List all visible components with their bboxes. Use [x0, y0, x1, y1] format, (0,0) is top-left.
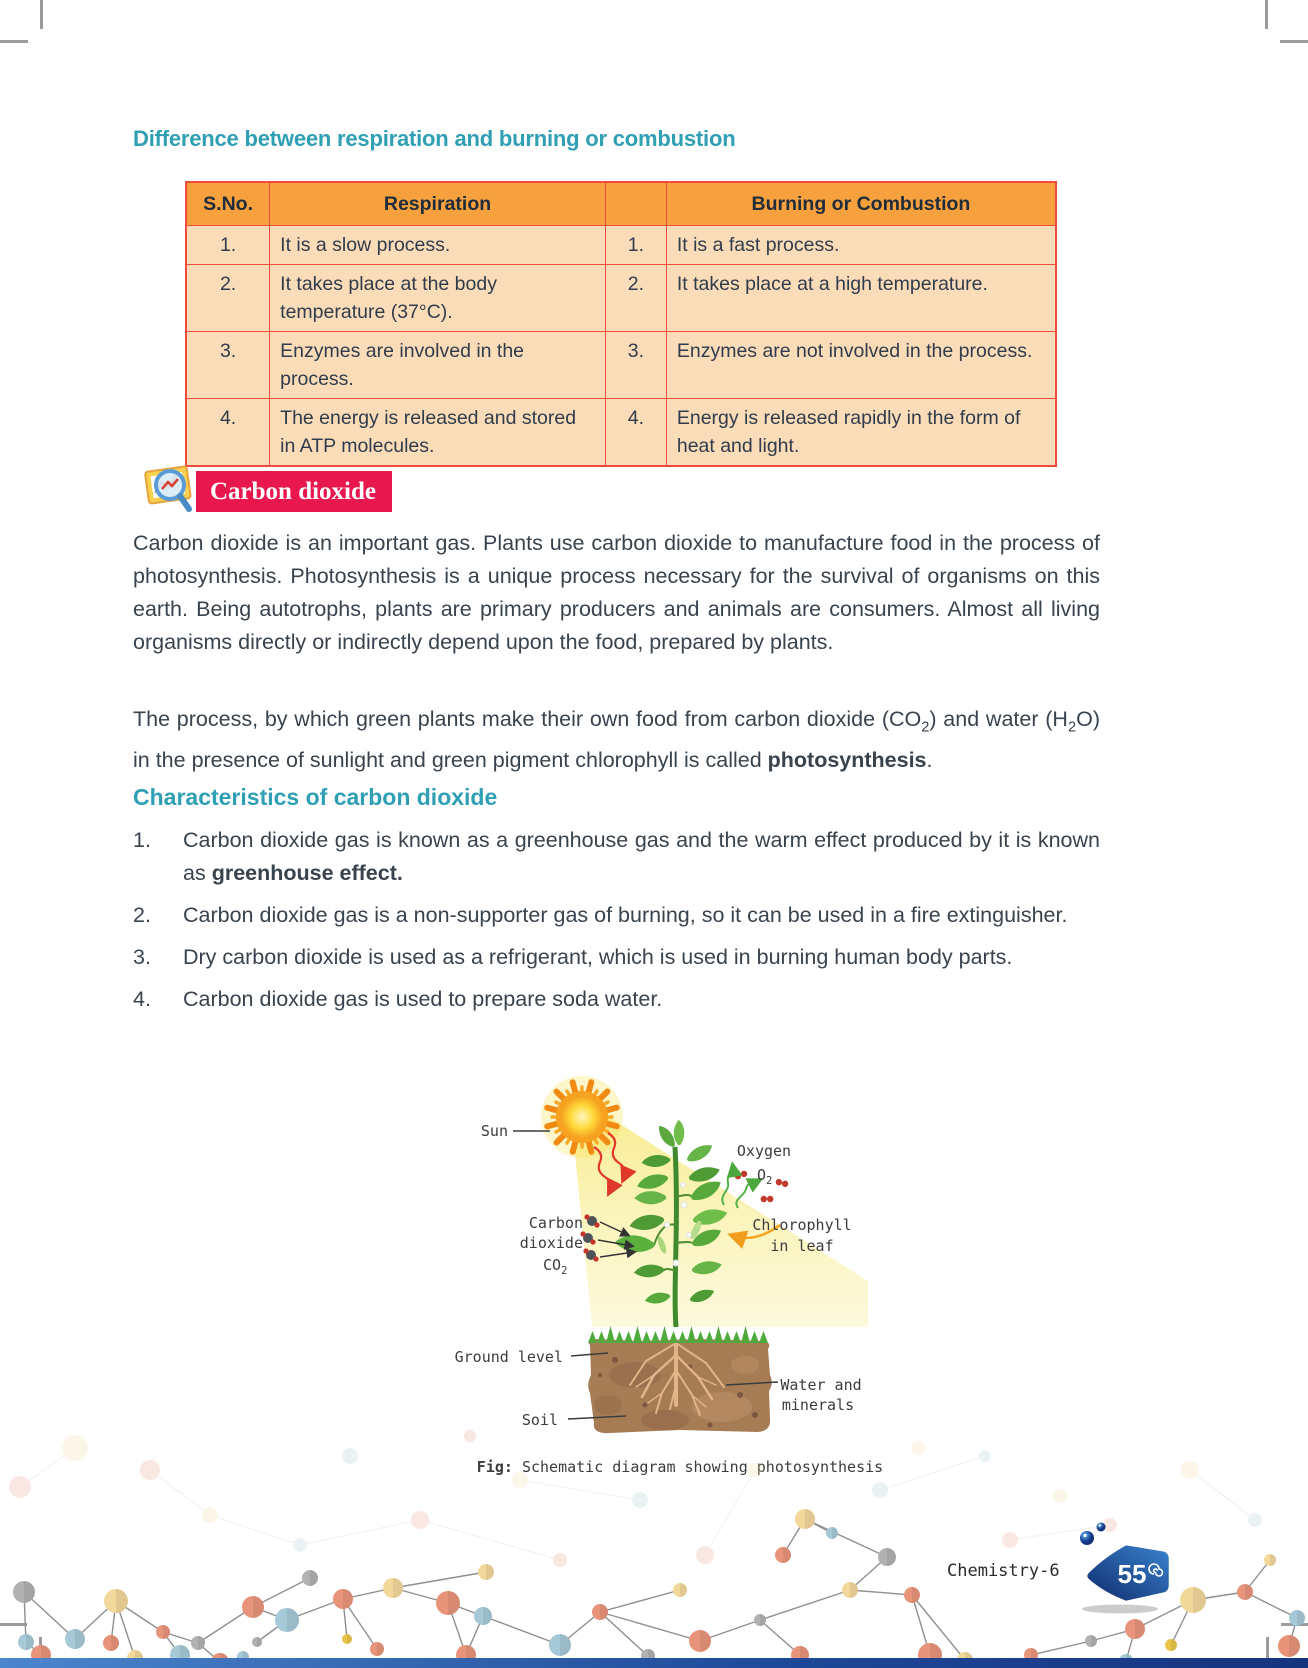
sun-illustration	[541, 1076, 623, 1158]
table-cell: The energy is released and stored in ATP molecules.	[270, 399, 606, 467]
crop-mark	[0, 40, 28, 43]
label-carbon: Carbon	[528, 1214, 583, 1232]
topic-badge-label: Carbon dioxide	[210, 478, 377, 505]
list-item-text: Dry carbon dioxide is used as a refrigerant, which is used in burning human body parts.	[183, 945, 1013, 969]
label-co2: $CO_2$	[543, 1256, 568, 1277]
table-row	[186, 226, 1056, 265]
table-cell: It takes place at a high temperature.	[666, 265, 1056, 332]
figure-caption-prefix: Fig:	[476, 1458, 513, 1476]
table-cell: 2.	[186, 265, 270, 332]
table-row	[186, 399, 1056, 467]
table-cell: 2.	[605, 265, 666, 332]
label-o2: $O_2$	[757, 1166, 773, 1187]
section-heading-characteristics: Characteristics of carbon dioxide	[133, 784, 498, 810]
section-heading-respiration-vs-burning: Difference between respiration and burning or combustion	[133, 126, 736, 151]
sphere-highlight	[1099, 1524, 1101, 1526]
characteristics-list	[133, 824, 1100, 1025]
list-item-text: Carbon dioxide gas is a non-supporter gas of burning, so it can be used in a fire extinguisher.	[183, 903, 1068, 927]
list-item-number: 3.	[133, 945, 151, 969]
crop-mark	[1265, 0, 1268, 29]
list-item-number: 4.	[133, 987, 151, 1011]
comparison-table	[185, 181, 1057, 467]
label-chlorophyll: Chlorophyll	[752, 1216, 852, 1234]
table-cell: 3.	[186, 332, 270, 399]
label-water-minerals-2: minerals	[781, 1396, 855, 1414]
list-item	[133, 899, 1100, 932]
table-header-spacer	[605, 182, 666, 226]
table-cell: 4.	[605, 399, 666, 467]
table-header-respiration: Respiration	[270, 182, 606, 226]
list-item	[133, 983, 1100, 1016]
list-item	[133, 941, 1100, 974]
label-soil: Soil	[521, 1411, 558, 1429]
crop-mark	[1280, 40, 1308, 43]
table-cell: 1.	[605, 226, 666, 265]
table-cell: It is a slow process.	[270, 226, 606, 265]
bottom-accent-bar	[0, 1658, 1308, 1668]
page-number: 55	[1117, 1559, 1147, 1589]
badge-shadow	[1082, 1605, 1158, 1614]
badge-sphere-icon	[1097, 1523, 1106, 1532]
label-ground-level: Ground level	[454, 1348, 563, 1366]
crop-mark	[40, 0, 43, 29]
table-cell: 3.	[605, 332, 666, 399]
table-cell: Enzymes are involved in the process.	[270, 332, 606, 399]
list-item-number: 2.	[133, 903, 151, 927]
photosynthesis-diagram	[440, 1075, 880, 1440]
list-item-number: 1.	[133, 828, 151, 852]
table-row	[186, 332, 1056, 399]
label-dioxide: dioxide	[519, 1234, 583, 1252]
label-sun: Sun	[480, 1122, 508, 1140]
table-header-sno: S.No.	[186, 182, 270, 226]
chart-magnifier-icon	[140, 456, 200, 518]
table-cell: It is a fast process.	[666, 226, 1056, 265]
table-cell: It takes place at the body temperature (37°C).	[270, 265, 606, 332]
page-number-badge	[1062, 1518, 1174, 1622]
table-row	[186, 265, 1056, 332]
list-item-text: Carbon dioxide gas is used to prepare soda water.	[183, 987, 663, 1011]
book-title-footer: Chemistry-6	[947, 1561, 1060, 1581]
label-oxygen: Oxygen	[736, 1142, 792, 1160]
intro-paragraph: Carbon dioxide is an important gas. Plants use carbon dioxide to manufacture food in the process of photosynthesis. Photosynthesis is a unique process necessary for the survival of organisms on this earth. Being autotrophs, plants are primary producers and animals are consumers. Almost all living organisms directly or indirectly depend upon the food, prepared by plants.	[133, 531, 1100, 654]
table-cell: 4.	[186, 399, 270, 467]
sphere-highlight	[1083, 1534, 1086, 1537]
label-water-minerals: Water and	[780, 1376, 862, 1394]
topic-badge-carbon-dioxide	[196, 471, 392, 512]
photosynthesis-definition-paragraph: The process, by which green plants make their own food from carbon dioxide $(CO_2)$ and water $(H_2O)$ in the presence of sunlight and green pigment chlorophyll is called photosynthesis.	[133, 707, 1100, 773]
table-header-row	[186, 182, 1056, 226]
badge-sphere-icon	[1080, 1531, 1094, 1545]
list-item	[133, 824, 1100, 890]
list-item-text: Carbon dioxide gas is known as a greenhouse gas and the warm effect produced by it is known as greenhouse effect.	[183, 828, 1100, 885]
table-header-burning: Burning or Combustion	[666, 182, 1056, 226]
label-chlorophyll-2: in leaf	[770, 1237, 834, 1255]
table-cell: Enzymes are not involved in the process.	[666, 332, 1056, 399]
figure-caption-text: Schematic diagram showing photosynthesis	[512, 1458, 884, 1476]
table-cell: 1.	[186, 226, 270, 265]
table-cell: Energy is released rapidly in the form of heat and light.	[666, 399, 1056, 467]
